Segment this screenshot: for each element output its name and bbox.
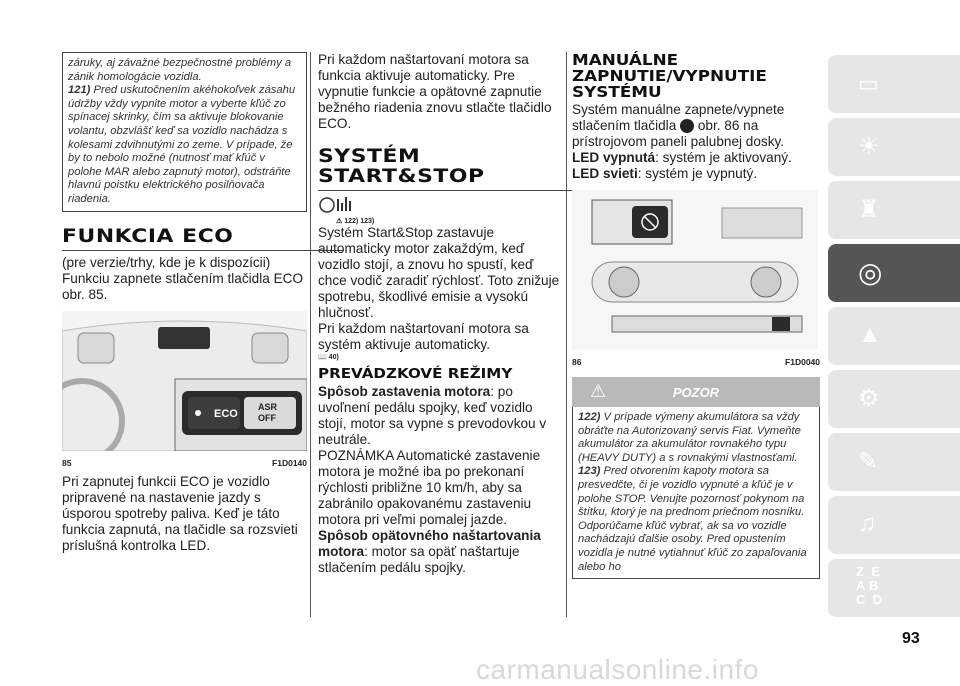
led-off-text: : systém je aktivovaný. [655,150,792,165]
section-heading-manual [572,52,850,100]
eco-activation-text: Pri každom naštartovaní motora sa funkcia aktivuje automaticky. Pre vypnutie funkcie a opätovné zapnutie bežného riadenia znovu stlačte tlačidlo ECO. [318,52,552,131]
note-references: 40) [328,354,339,361]
section-heading-eco: FUNKCIA ECO [62,226,344,251]
column-3 [572,52,820,579]
speed-note: POZNÁMKA Automatické zastavenie motora je možné iba po prekonaní rýchlosti približne 10 km/h, aby sa zabránilo opakovanému zastaveniu motora pri veľmi pomalej jazde. [318,448,541,527]
figure-number: 86 [572,357,582,367]
engine-stop-label: Spôsob zastavenia motora [318,384,491,399]
note-number: 123) [578,465,601,478]
manual-toggle-text: Systém manuálne zapnete/vypnete stlačením tlačidla [572,102,785,133]
safety-person-icon: ♜ [858,196,880,223]
chapter-tab-starting-driving[interactable] [828,244,960,302]
column-divider [566,52,567,617]
multimedia-icon: ♫ [858,510,876,537]
heading-line: START&STOP [318,165,485,187]
start-stop-description: Systém Start&Stop zastavuje automaticky motor zakaždým, keď vozidlo stojí, a znovu ho spustí, keď chce vodič zaradiť rýchlosť. Toto znižuje spotrebu, škodlivé emisie a vysokú hlučnosť. [318,225,560,320]
eco-description: Pri zapnutej funkcii ECO je vozidlo pripravené na nastavenie jazdy s úsporou spotreby paliva. Keď je táto funkcia zapnutá, na tlačidle sa rozsvieti príslušná kontrolka LED. [62,473,298,553]
chapter-tab-dashboard[interactable] [828,55,960,113]
subsection-heading-modes: PREVÁDZKOVÉ REŽIMY [318,366,513,382]
page-number: 93 [902,630,920,647]
asr-label: ASR [258,401,278,412]
alphabet-index-icon: Z E A B C D [856,564,883,607]
car-dashboard-icon: ▭ [858,71,879,96]
note-number: 121) [68,84,91,97]
engine-stop-text: : po uvoľnení pedálu spojky, keď vozidlo stojí, motor sa vypne s prevodovkou v neutrále. [318,384,547,447]
note-number: 122) [578,411,601,423]
warning-lights-icon: ☀ [858,133,880,160]
note-text: V prípade výmeny akumulátora sa vždy obráťte na Autorizovaný servis Fiat. Vymeňte akumulátor za akumulátor rovnakého typu (HEAVY DUTY) a s rovnakými vlastnosťami. [578,411,801,464]
start-stop-button-icon [680,119,694,133]
start-stop-activation: Pri každom naštartovaní motora sa systém aktivuje automaticky. [318,321,529,352]
note-references: 122) 123) [344,218,375,225]
section-heading-start-stop [318,146,602,191]
chapter-tab-maintenance[interactable] [828,370,960,428]
warning-title: POZOR [672,385,720,400]
column-divider [310,52,311,617]
road-emergency-icon: ▲ [858,321,882,348]
technical-data-icon: ✎ [858,448,879,475]
warning-triangle-icon: ⚠ [590,381,607,401]
maintenance-icon: ⚙ [858,385,880,412]
column-1 [62,52,307,554]
availability-note: (pre verzie/trhy, kde je k dispozícii) [62,254,271,270]
heading-line: MANUÁLNE [572,51,679,69]
chapter-tab-technical-data[interactable] [828,433,960,491]
manual-toggle-text-cont: obr. 86 na prístrojovom paneli palubnej dosky. [572,118,785,149]
figure-86 [572,190,820,367]
chapter-tab-safety[interactable] [828,181,960,239]
eco-instructions: Funkciu zapnete stlačením tlačidla ECO obr. 85. [62,270,304,302]
chapter-tab-index[interactable] [828,559,960,617]
led-on-text: : systém je vypnutý. [637,166,758,181]
figure-code: F1D0040 [785,357,820,367]
figure-85 [62,311,307,468]
steering-wheel-key-icon: ◎ [858,257,883,288]
note-intro: záruky, aj závažné bezpečnostné problémy a zánik homologácie vozidla. [68,57,292,83]
safety-note-box [62,52,307,212]
warning-triangle-icon: ⚠ [336,218,343,225]
start-stop-symbol-row [318,195,565,217]
chapter-tab-multimedia[interactable] [828,496,960,554]
chapter-tab-lights[interactable] [828,118,960,176]
figure-number: 85 [62,457,72,468]
caution-book-icon: 📖 [318,354,327,361]
note-text: Pred uskutočnením akéhokoľvek zásahu údržby vždy vypnite motor a vyberte kľúč zo spínacej skrinky, čím sa aktivuje blokovanie volantu, obzvlášť keď sa vozidlo nachádza s kolesami zdvihnutými zo zeme. V prípade, že by to nebolo možné (nutnosť mať kľúč v polohe MAR alebo zapnutý motor), odstráňte hlavnú poistku elektrického posilňovača riadenia. [68,84,296,205]
heading-line: SYSTÉMU [572,83,662,101]
note-text: Pred otvorením kapoty motora sa presvedčte, či je vozidlo vypnuté a kľúč je v polohe STOP. Venujte pozornosť pokynom na štítku, ktorý je na prednom priečnom nosníku. Odporúčame kľúč vybrať, ak sa vo vozidle nachádzajú ďalšie osoby. Pred opustením vozidla je nutné vytiahnuť kľúč zo zapaľovania alebo ho [578,465,807,573]
engine-restart-label: Spôsob opätovného naštartovania motora [318,528,541,559]
led-off-label: LED vypnutá [572,150,656,165]
start-stop-icon [318,195,378,215]
off-label: OFF [258,412,276,423]
chapter-tab-emergency[interactable] [828,307,960,365]
warning-notes [572,407,820,579]
engine-restart-text: : motor sa opäť naštartuje stlačením pedálu spojky. [318,544,520,575]
column-2 [318,52,565,576]
heading-line: ZAPNUTIE/VYPNUTIE [572,67,767,85]
eco-button-label: ECO [214,407,238,420]
warning-banner [572,377,820,407]
heading-line: SYSTÉM [318,145,421,167]
dashboard-panel-illustration [572,190,818,350]
led-on-label: LED svieti [572,166,638,181]
eco-button-illustration [62,311,307,451]
watermark: carmanualsonline.info [476,654,759,685]
figure-code: F1D0140 [272,457,307,468]
